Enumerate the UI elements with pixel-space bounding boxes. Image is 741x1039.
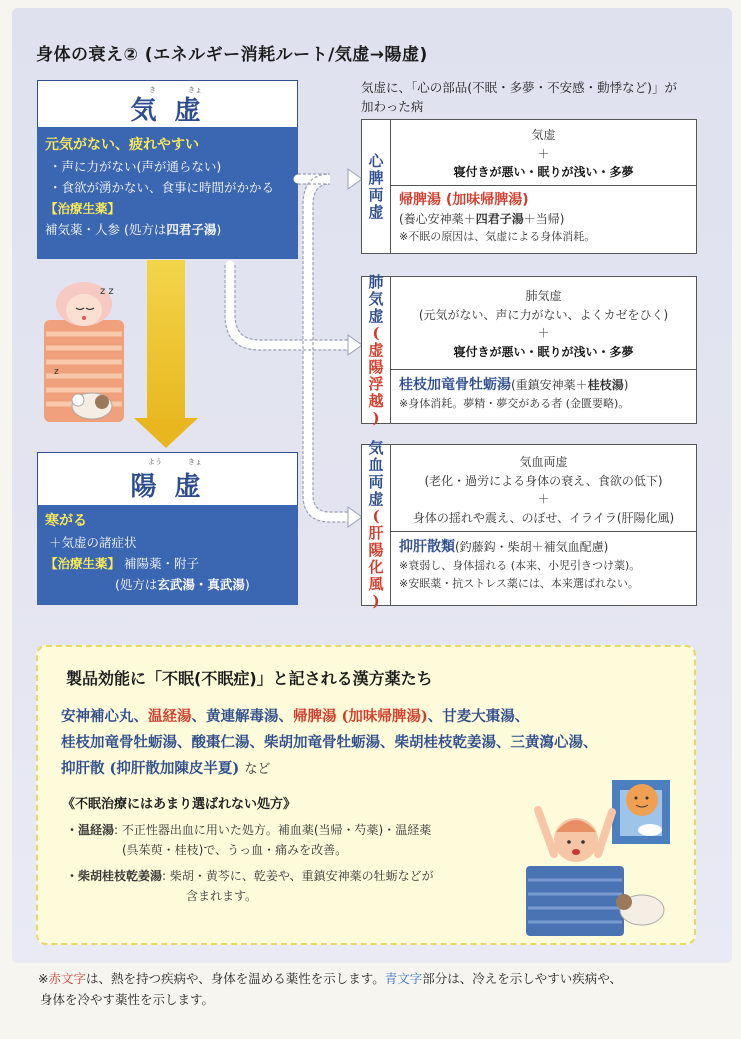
row2-label-red: 浮 bbox=[368, 374, 384, 393]
row3-formula-name: 抑肝散類 bbox=[399, 539, 455, 555]
row1-formula-line2 bbox=[399, 210, 688, 229]
qixu-symptom-2: ・食欲が湧かない、食事に時間がかかる bbox=[49, 180, 275, 195]
intro-line-2: 加わった病 bbox=[361, 99, 424, 114]
row3-label-red: 陽 bbox=[368, 541, 384, 559]
row1-note: ※不眠の原因は、気虚による身体消耗。 bbox=[399, 230, 596, 243]
row3-desc-2: (老化・過労による身体の衰え、食欲の低下) bbox=[424, 473, 663, 488]
footnote-prefix: ※ bbox=[38, 971, 49, 986]
row2-desc-3: ＋ bbox=[537, 326, 550, 340]
row2-label-red: 越 bbox=[368, 391, 384, 410]
row3-label-red: 風 bbox=[368, 575, 384, 593]
row2-desc-2: (元気がない、声に力がない、よくカゼをひく) bbox=[418, 307, 669, 322]
row1-desc-2: ＋ bbox=[537, 146, 550, 161]
yangxu-ruby-1: よう bbox=[148, 458, 162, 466]
formula-item: 、甘麦大棗湯、 bbox=[427, 708, 530, 725]
formula-item: 安神補心丸、 bbox=[61, 708, 148, 725]
row2-label bbox=[362, 272, 391, 427]
row1-f2c: ＋当帰) bbox=[523, 211, 565, 226]
row1-formula bbox=[391, 187, 696, 251]
row1-divider bbox=[391, 185, 696, 186]
not-used-heading: 《不眠治療にはあまり選ばれない処方》 bbox=[62, 797, 297, 812]
row3-label-char: 両 bbox=[368, 473, 384, 491]
not-used-item-1-line-1: : 不正性器出血に用いた処方。補血薬(当帰・芍薬)・温経薬 bbox=[114, 823, 432, 837]
yangxu-treat-2b: 玄武湯・真武湯 bbox=[157, 577, 245, 592]
qixu-treat-head: 【治療生薬】 bbox=[45, 201, 121, 216]
row2-label-red: 陽 bbox=[368, 357, 384, 376]
qixu-header bbox=[37, 80, 298, 128]
qixu-ruby-1: き bbox=[149, 86, 156, 94]
not-used-item-1-line-2: (呉茱萸・桂枝)で、うっ血・痛みを改善。 bbox=[122, 843, 348, 857]
row3-formula-rest: (釣藤鈎・柴胡＋補気血配慮) bbox=[455, 540, 609, 554]
qixu-name: 気虚 bbox=[130, 96, 219, 126]
row2-label-red: ) bbox=[372, 408, 380, 427]
row2-formula bbox=[391, 372, 696, 417]
row3-label-red: ) bbox=[372, 592, 380, 610]
qixu-treat-text: 補気薬・人参 (処方は bbox=[45, 222, 167, 237]
yangxu-treat-line-2 bbox=[45, 574, 290, 595]
not-used-item-2-line-2: 含まれます。 bbox=[186, 889, 258, 903]
footnote-red-word: 赤文字 bbox=[48, 971, 86, 986]
formula-item: 温経湯 bbox=[148, 708, 192, 725]
yangxu-treat-text: 補陽薬・附子 bbox=[124, 556, 200, 571]
not-used-item-1-name: ・温経湯 bbox=[66, 823, 115, 837]
row1-label-char: 両 bbox=[368, 185, 384, 204]
row3-label-red: ( bbox=[372, 507, 380, 525]
row1-label-char: 脾 bbox=[368, 168, 384, 187]
row-heart-spleen bbox=[361, 119, 697, 254]
not-used-item-2-name: ・柴胡桂枝乾姜湯 bbox=[66, 869, 163, 883]
row2-formula-name: 桂枝加竜骨牡蛎湯 bbox=[399, 377, 511, 393]
footnote-blue-word: 青文字 bbox=[384, 971, 423, 986]
svg-text:z: z bbox=[54, 367, 59, 377]
page-title: 身体の衰え② (エネルギー消耗ルート/気虚→陽虚) bbox=[36, 45, 428, 65]
svg-text:z z: z z bbox=[100, 286, 114, 297]
row3-desc bbox=[391, 449, 696, 531]
row1-label-char: 心 bbox=[368, 151, 384, 170]
insomnia-heading: 製品効能に「不眠(不眠症)」と記される漢方薬たち bbox=[66, 669, 433, 688]
yangxu-symptom-head: 寒がる bbox=[45, 513, 87, 529]
row2-divider bbox=[391, 369, 696, 370]
formula-list-line-2: 桂枝加竜骨牡蛎湯、酸棗仁湯、柴胡加竜骨牡蛎湯、柴胡桂枝乾姜湯、三黄瀉心湯、 bbox=[61, 734, 598, 751]
yangxu-treat-line bbox=[45, 553, 290, 574]
row2-label-red: ( bbox=[372, 323, 380, 342]
row-qi-blood bbox=[361, 439, 697, 610]
yangxu-name: 陽虚 bbox=[130, 472, 219, 502]
qixu-ruby-2: きょ bbox=[188, 86, 202, 94]
row1-desc bbox=[391, 122, 696, 186]
row1-formula-name: 帰脾湯 (加味帰脾湯) bbox=[399, 192, 529, 208]
qixu-symptom-head: 元気がない、疲れやすい bbox=[45, 137, 199, 153]
row2-formula-line bbox=[399, 376, 688, 395]
qixu-treat-end: ) bbox=[216, 222, 222, 237]
row1-desc-1: 気虚 bbox=[531, 128, 556, 142]
row3-desc-1: 気血両虚 bbox=[519, 455, 568, 469]
yangxu-symptom-1: ＋気虚の諸症状 bbox=[49, 535, 137, 550]
row3-formula bbox=[391, 534, 696, 598]
row2-desc-1: 肺気虚 bbox=[525, 289, 562, 303]
footnote-mid: は、熱を持つ疾病や、身体を温める薬性を示します。 bbox=[86, 971, 385, 986]
row3-divider bbox=[391, 531, 696, 532]
row2-desc-4: 寝付きが悪い・眠りが浅い・多夢 bbox=[453, 344, 634, 359]
yangxu-ruby-2: きょ bbox=[188, 458, 202, 466]
row3-label-char: 血 bbox=[368, 456, 384, 474]
yangxu-treat-head: 【治療生薬】 bbox=[45, 556, 121, 571]
row3-formula-line bbox=[399, 538, 688, 557]
row2-label-char: 肺 bbox=[368, 272, 384, 291]
qixu-symptom-1: ・声に力がない(声が通らない) bbox=[49, 159, 222, 174]
yangxu-treat-2c: ) bbox=[244, 577, 250, 592]
row1-f2a: (養心安神薬＋ bbox=[399, 211, 476, 226]
yangxu-treat-2a: (処方は bbox=[115, 577, 158, 592]
color-footnote bbox=[38, 968, 708, 1010]
intro-text bbox=[361, 78, 677, 116]
row2-label-red: 虚 bbox=[368, 340, 384, 359]
row3-desc-3: ＋ bbox=[537, 492, 550, 506]
sleeping-person-illustration bbox=[42, 278, 134, 428]
row3-note-1: ※衰弱し、身体揺れる (本来、小児引きつけ薬)。 bbox=[399, 558, 641, 572]
row1-label-char: 虚 bbox=[368, 202, 384, 221]
row2-label-char: 気 bbox=[368, 289, 384, 308]
row1-desc-3: 寝付きが悪い・眠りが浅い・多夢 bbox=[453, 165, 634, 179]
not-used-item-1 bbox=[66, 820, 506, 860]
row3-label-char: 虚 bbox=[368, 490, 384, 508]
row-lung-qi bbox=[361, 272, 697, 427]
formula-list-etc: など bbox=[244, 762, 271, 777]
row3-desc-4: 身体の揺れや震え、のぼせ、イライラ(肝陽化風) bbox=[412, 510, 675, 525]
intro-line-1: 気虚に、「心の部品(不眠・多夢・不安感・動悸など)」が bbox=[361, 80, 678, 95]
qixu-treat-formula: 四君子湯 bbox=[166, 222, 217, 237]
row1-f2b: 四君子湯 bbox=[475, 211, 524, 226]
row3-label-red: 肝 bbox=[368, 524, 384, 542]
not-used-item-2-line-1: : 柴胡・黄芩に、乾姜や、重鎮安神薬の牡蛎などが bbox=[162, 869, 434, 883]
row2-formula-bold: 桂枝湯 bbox=[587, 378, 624, 392]
row3-label-red: 化 bbox=[368, 558, 384, 576]
formula-list-line-1 bbox=[61, 704, 681, 730]
branch-arrows bbox=[220, 165, 365, 545]
formula-item: 抑肝散 (抑肝散加陳皮半夏) bbox=[61, 760, 240, 777]
row3-label-char: 気 bbox=[368, 439, 384, 457]
row2-desc bbox=[391, 283, 696, 365]
row2-label-char: 虚 bbox=[368, 306, 384, 325]
formula-item: 帰脾湯 (加味帰脾湯) bbox=[293, 708, 428, 725]
not-used-item-2 bbox=[66, 866, 506, 906]
row2-note: ※身体消耗。夢精・夢交がある者 (金匱要略)。 bbox=[399, 396, 630, 410]
down-arrow-stem bbox=[147, 260, 185, 422]
row2-formula-end: ) bbox=[623, 378, 629, 392]
footnote-end: 部分は、冷えを示しやすい疾病や、 bbox=[422, 971, 623, 986]
row2-formula-rest: (重鎮安神薬＋ bbox=[511, 378, 588, 392]
row3-label bbox=[362, 439, 391, 610]
waking-person-illustration bbox=[520, 770, 690, 940]
row1-label bbox=[362, 120, 391, 253]
formula-item: 、黄連解毒湯、 bbox=[191, 708, 293, 725]
row3-note-2: ※安眠薬・抗ストレス薬には、本来選ばれない。 bbox=[399, 577, 639, 590]
footnote-line-2: 身体を冷やす薬性を示します。 bbox=[40, 992, 215, 1007]
down-arrow-head bbox=[134, 418, 198, 448]
